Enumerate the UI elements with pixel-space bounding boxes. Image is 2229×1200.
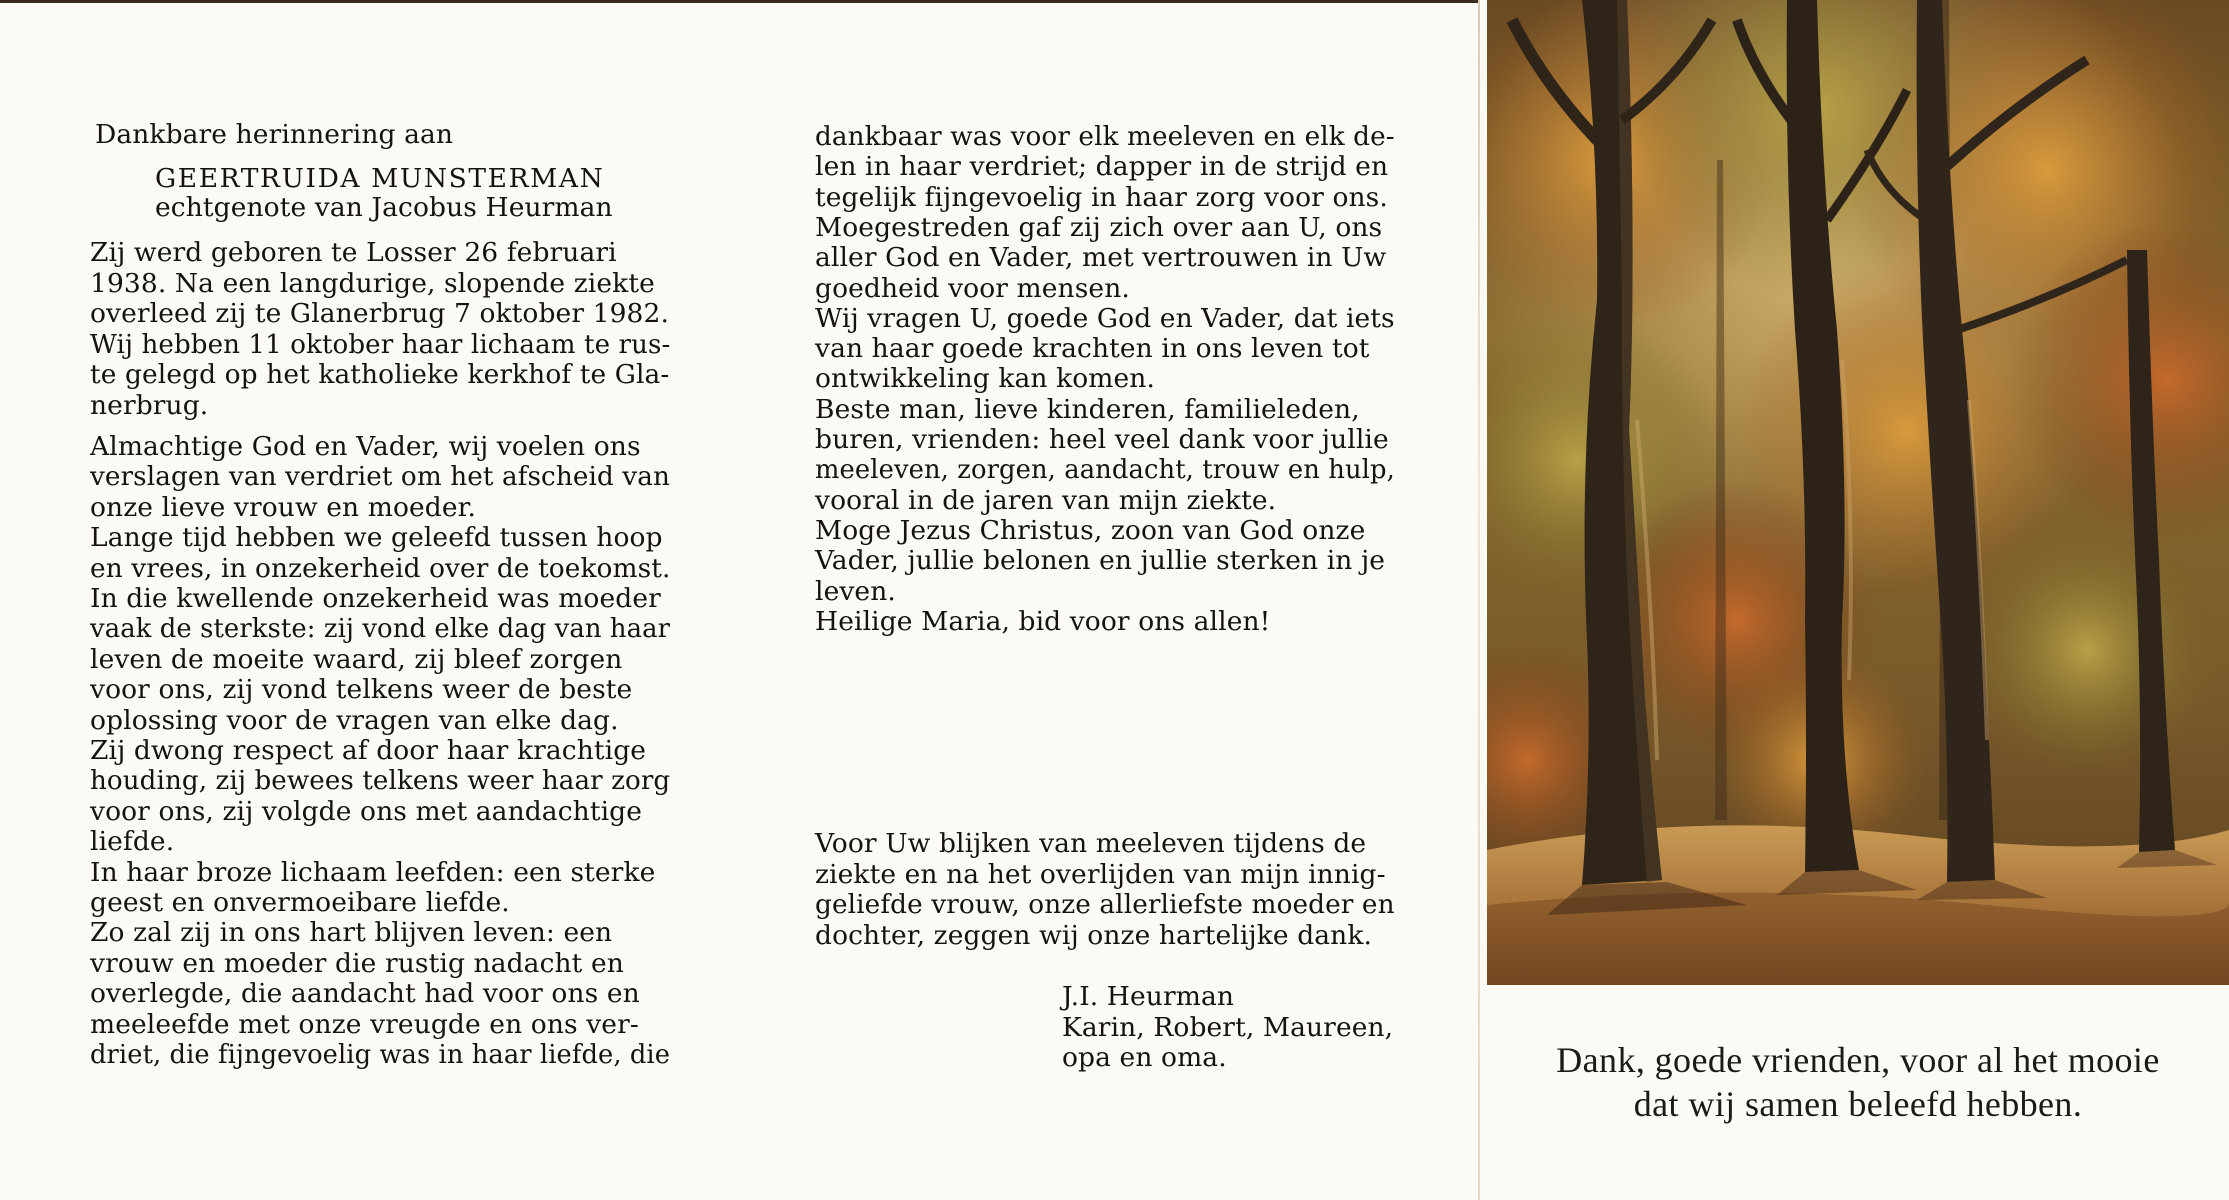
text-line: nerbrug.	[90, 389, 209, 421]
text-line: Zij dwong respect af door haar krachtige	[90, 735, 647, 766]
text-line: te gelegd op het katholieke kerkhof te Gla-	[90, 359, 670, 390]
autumn-forest-photo	[1487, 0, 2229, 985]
text-line: geest en onvermoeibare liefde.	[90, 887, 510, 918]
text-line: vooral in de jaren van mijn ziekte.	[815, 484, 1277, 516]
text-line: onze lieve vrouw en moeder.	[90, 491, 477, 523]
text-line: 1938. Na een langdurige, slopende ziekte	[90, 267, 655, 299]
text-line: Moge Jezus Christus, zoon van God onze	[815, 514, 1366, 546]
text-line: Heilige Maria, bid voor ons allen!	[815, 605, 1271, 637]
card-fold	[1478, 0, 1480, 1200]
text-line: voor ons, zij vond telkens weer de beste	[90, 674, 633, 706]
caption-line: dat wij samen beleefd hebben.	[1633, 1084, 2083, 1124]
text-line: Wij vragen U, goede God en Vader, dat iets	[815, 302, 1395, 334]
text-line: liefde.	[90, 826, 175, 858]
signature-line: opa en oma.	[1062, 1042, 1227, 1073]
text-line: meeleven, zorgen, aandacht, trouw en hulp,	[815, 454, 1395, 486]
text-line: In die kwellende onzekerheid was moeder	[90, 583, 661, 614]
text-line: Almachtige God en Vader, wij voelen ons	[90, 431, 641, 462]
text-line: verslagen van verdriet om het afscheid van	[90, 461, 670, 493]
signature-line: Karin, Robert, Maureen,	[1062, 1011, 1394, 1043]
left-text-panel	[90, 0, 670, 1200]
text-line: van haar goede krachten in ons leven tot	[815, 333, 1370, 365]
text-line: leven.	[815, 575, 896, 607]
text-line: vaak de sterkste: zij vond elke dag van haar	[90, 613, 671, 645]
text-line: houding, zij bewees telkens weer haar zorg	[90, 765, 671, 797]
text-line: In haar broze lichaam leefden: een sterke	[90, 856, 656, 888]
text-line: oplossing voor de vragen van elke dag.	[90, 704, 619, 736]
text-line: Voor Uw blijken van meeleven tijdens de	[815, 828, 1367, 859]
text-line: dankbaar was voor elk meeleven en elk de-	[815, 121, 1395, 152]
text-line: buren, vrienden: heel veel dank voor jullie	[815, 424, 1389, 455]
photo-caption	[1487, 1038, 2229, 1126]
text-line: overleed zij te Glanerbrug 7 oktober 1982.	[90, 298, 669, 329]
text-line: meeleefde met onze vreugde en ons ver-	[90, 1008, 639, 1040]
text-line: geliefde vrouw, onze allerliefste moeder en	[815, 889, 1395, 920]
text-line: dochter, zeggen wij onze hartelijke dank.	[815, 919, 1373, 951]
middle-text-panel	[815, 0, 1395, 1200]
text-line: Beste man, lieve kinderen, familieleden,	[815, 393, 1360, 425]
text-line: en vrees, in onzekerheid over de toekomst.	[90, 552, 671, 584]
text-line: driet, die fijngevoelig was in haar liefde, die	[90, 1039, 671, 1070]
text-line: Lange tijd hebben we geleefd tussen hoop	[90, 522, 663, 554]
text-line: Zo zal zij in ons hart blijven leven: een	[90, 917, 613, 949]
text-line: Moegestreden gaf zij zich over aan U, ons	[815, 211, 1383, 243]
text-line: len in haar verdriet; dapper in de strijd en	[815, 151, 1389, 183]
text-line: Zij werd geboren te Losser 26 februari	[90, 237, 617, 268]
signature-line: J.I. Heurman	[1062, 981, 1235, 1012]
intro-text: Dankbare herinnering aan	[95, 119, 454, 150]
text-line: aller God en Vader, met vertrouwen in Uw	[815, 242, 1387, 274]
caption-line: Dank, goede vrienden, voor al het mooie	[1556, 1040, 2160, 1080]
text-line: goedheid voor mensen.	[815, 272, 1130, 304]
deceased-name: GEERTRUIDA MUNSTERMAN	[155, 163, 605, 194]
text-line: ontwikkeling kan komen.	[815, 363, 1155, 395]
text-line: overlegde, die aandacht had voor ons en	[90, 978, 640, 1010]
text-line: voor ons, zij volgde ons met aandachtige	[90, 795, 642, 827]
spouse-line: echtgenote van Jacobus Heurman	[155, 192, 613, 223]
text-line: leven de moeite waard, zij bleef zorgen	[90, 643, 623, 675]
text-line: ziekte en na het overlijden van mijn innig-	[815, 858, 1386, 890]
text-line: vrouw en moeder die rustig nadacht en	[90, 947, 624, 979]
text-line: Vader, jullie belonen en jullie sterken in je	[815, 545, 1386, 577]
text-line: tegelijk fijngevoelig in haar zorg voor ons.	[815, 181, 1388, 213]
text-line: Wij hebben 11 oktober haar lichaam te rus-	[90, 328, 671, 360]
